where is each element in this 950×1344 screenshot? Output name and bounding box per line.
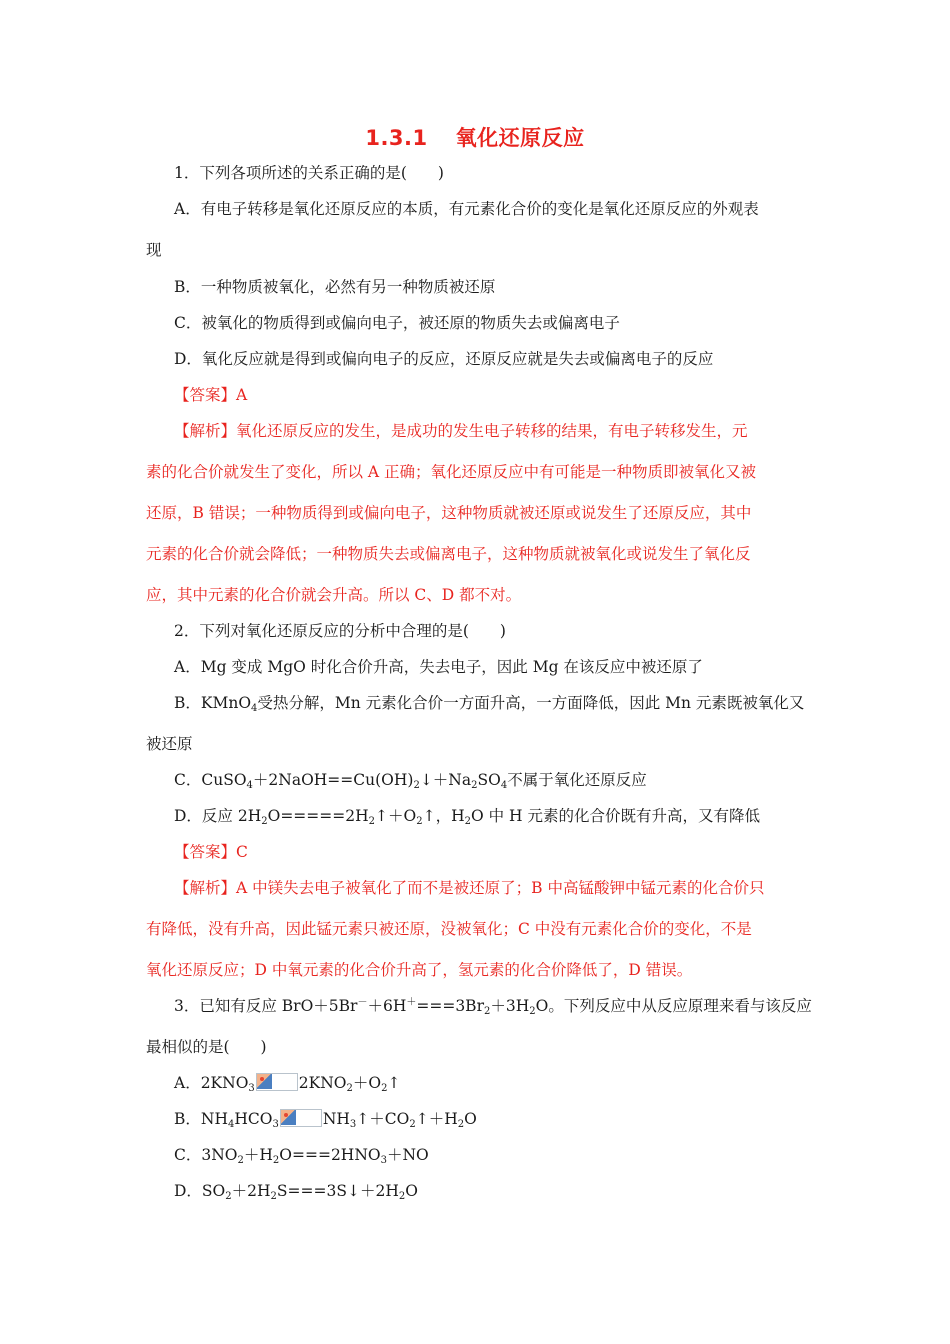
subscript: 2 [398,1191,406,1202]
q3-option-b [174,1109,854,1129]
superscript: ＋ [406,997,417,1008]
text: ＋2NaOH==Cu(OH) [252,771,414,789]
subscript: 2 [381,1083,388,1094]
superscript: － [357,997,368,1008]
text: D．反应 2H [174,807,262,825]
section-number: 1.3.1 [365,126,428,150]
analysis-tag: 【解析】 [174,879,237,897]
answer-tag: 【答案】 [174,386,237,404]
q2-stem: 2．下列对氧化还原反应的分析中合理的是( ) [174,622,506,640]
subscript: 2 [416,816,423,827]
text: HCO [234,1110,273,1128]
text: ↑，H [422,807,465,825]
q2-analysis [174,878,854,898]
q2-option-c [174,770,854,790]
q3-option-a [174,1073,854,1093]
text: NH [322,1110,350,1128]
subscript: 4 [251,703,258,714]
text: O 中 H 元素的化合价既有升高，又有降低 [470,807,760,825]
text: ＋6H [367,997,407,1015]
answer-value: A [236,386,248,404]
text: O===2HNO [279,1146,381,1164]
subscript: 2 [346,1083,353,1094]
text: C．CuSO [174,771,247,789]
subscript: 2 [471,780,478,791]
text: S===3S↓＋2H [276,1182,399,1200]
q2-option-a: A．Mg 变成 MgO 时化合价升高，失去电子，因此 Mg 在该反应中被还原了 [174,658,703,676]
text: O [464,1110,477,1128]
q1-analysis [174,421,854,441]
subscript: 4 [246,780,253,791]
subscript: 4 [227,1119,235,1130]
subscript: 2 [529,1006,536,1017]
text: SO [477,771,501,789]
text: O。下列反应中从反应原理来看与该反应 [535,997,812,1015]
text: ＋NO [386,1146,429,1164]
answer-tag: 【答案】 [174,843,237,861]
section-title: 氧化还原反应 [455,126,585,150]
text: ===3Br [416,997,484,1015]
subscript: 2 [368,816,376,827]
subscript: 3 [272,1119,279,1130]
text: B．NH [174,1110,228,1128]
text: C．3NO [174,1146,238,1164]
q2-option-b [174,693,854,713]
q1-answer [174,385,854,405]
q2-analysis-line3: 氧化还原反应；D 中氧元素的化合价升高了，氢元素的化合价降低了，D 错误。 [146,961,693,979]
q2-analysis-line2: 有降低，没有升高，因此锰元素只被还原，没被氧化；C 中没有元素化合价的变化，不是 [146,920,752,938]
q3-option-c [174,1145,854,1165]
answer-value: C [236,843,248,861]
q2-option-d [174,806,854,826]
subscript: 2 [464,816,471,827]
q3-stem-cont: 最相似的是( ) [146,1038,267,1056]
q2-answer [174,842,854,862]
text: 3．已知有反应 BrO＋5Br [174,997,358,1015]
text: 不属于氧化还原反应 [507,771,647,789]
q1-option-a: A．有电子转移是氧化还原反应的本质，有元素化合价的变化是氧化还原反应的外观表 [174,200,759,218]
page-title [0,122,950,152]
subscript: 2 [237,1155,244,1166]
text: B．KMnO [174,694,252,712]
q1-option-b: B．一种物质被氧化，必然有另一种物质被还原 [174,278,496,296]
analysis-text: A 中镁失去电子被氧化了而不是被还原了；B 中高锰酸钾中锰元素的化合价只 [236,879,765,897]
q1-analysis-line3: 还原，B 错误；一种物质得到或偏向电子，这种物质就被还原或说发生了还原反应，其中 [146,504,752,522]
text: ↑ [387,1074,401,1092]
text: ＋O [352,1074,382,1092]
text: O=====2H [267,807,369,825]
subscript: 3 [349,1119,357,1130]
text: D．SO [174,1182,226,1200]
text: ↑＋CO [356,1110,410,1128]
text: O [405,1182,418,1200]
text: A．2KNO [174,1074,249,1092]
subscript: 3 [248,1083,255,1094]
subscript: 2 [409,1119,416,1130]
subscript: 2 [225,1191,232,1202]
text: 受热分解，Mn 元素化合价一方面升高，一方面降低，因此 Mn 元素既被氧化又 [257,694,805,712]
text: ↓＋Na [419,771,472,789]
q1-stem: 1．下列各项所述的关系正确的是( ) [174,164,444,182]
subscript: 2 [272,1155,280,1166]
subscript: 2 [483,1006,491,1017]
q1-option-c: C．被氧化的物质得到或偏向电子，被还原的物质失去或偏离电子 [174,314,620,332]
reaction-condition-image-icon [256,1073,298,1091]
q3-stem [174,996,854,1016]
q1-analysis-line5: 应，其中元素的化合价就会升高。所以 C、D 都不对。 [146,586,522,604]
q2-option-b-cont: 被还原 [146,735,193,753]
text: ＋H [243,1146,273,1164]
text: ↑＋H [415,1110,458,1128]
q1-option-a-cont: 现 [146,241,162,259]
q3-option-d [174,1181,854,1201]
reaction-condition-image-icon [280,1109,322,1127]
text: ↑＋O [375,807,417,825]
subscript: 4 [500,780,508,791]
subscript: 3 [380,1155,387,1166]
analysis-text: 氧化还原反应的发生，是成功的发生电子转移的结果，有电子转移发生，元 [236,422,748,440]
subscript: 2 [270,1191,277,1202]
subscript: 2 [413,780,420,791]
q1-option-d: D．氧化反应就是得到或偏向电子的反应，还原反应就是失去或偏离电子的反应 [174,350,714,368]
subscript: 2 [457,1119,465,1130]
subscript: 2 [261,816,268,827]
q1-analysis-line2: 素的化合价就发生了变化，所以 A 正确；氧化还原反应中有可能是一种物质即被氧化又被 [146,463,757,481]
analysis-tag: 【解析】 [174,422,237,440]
text: ＋3H [490,997,530,1015]
q1-analysis-line4: 元素的化合价就会降低；一种物质失去或偏离电子，这种物质就被氧化或说发生了氧化反 [146,545,751,563]
text: 2KNO [298,1074,347,1092]
text: ＋2H [231,1182,271,1200]
